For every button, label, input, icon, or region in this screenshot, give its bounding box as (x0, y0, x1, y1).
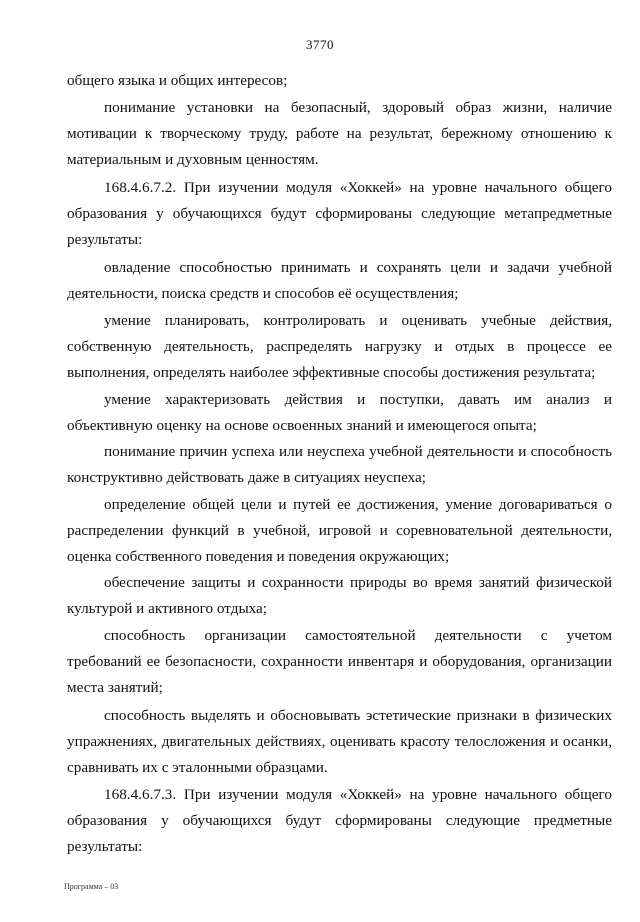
footer-label: Программа – 03 (64, 882, 119, 891)
page-number: 3770 (306, 37, 334, 52)
paragraph-7: понимание причин успеха или неуспеха учебной деятельности и способность конструктивно действовать даже в ситуациях неуспеха; (67, 443, 612, 486)
paragraph-8: определение общей цели и путей ее достижения, умение договариваться о распределении функций в учебной, игровой и соревновательной деятельности, оценка собственного поведения и поведения окружающих; (67, 496, 612, 565)
paragraph-4: овладение способностью принимать и сохранять цели и задачи учебной деятельности, поиска средств и способов её осуществления; (67, 259, 612, 302)
paragraph-11: способность выделять и обосновывать эстетические признаки в физических упражнениях, двигательных действиях, оценивать красоту телосложения и осанки, сравнивать их с эталонными образцами. (67, 707, 612, 776)
paragraph-5: умение планировать, контролировать и оценивать учебные действия, собственную деятельность, распределять нагрузку и отдых в процессе ее выполнения, определять наиболее эффективные способы достижения результата; (67, 312, 612, 381)
paragraph-10: способность организации самостоятельной деятельности с учетом требований ее безопасности, сохранности инвентаря и оборудования, организации места занятий; (67, 627, 612, 696)
paragraph-2: понимание установки на безопасный, здоровый образ жизни, наличие мотивации к творческому труду, работе на результат, бережному отношению к материальным и духовным ценностям. (67, 99, 612, 168)
paragraph-9: обеспечение защиты и сохранности природы во время занятий физической культурой и активного отдыха; (67, 574, 612, 617)
paragraph-6: умение характеризовать действия и поступки, давать им анализ и объективную оценку на основе освоенных знаний и имеющегося опыта; (67, 391, 612, 434)
paragraph-12: 168.4.6.7.3. При изучении модуля «Хоккей» на уровне начального общего образования у обучающихся будут сформированы следующие предметные результаты: (67, 786, 612, 855)
paragraph-1: общего языка и общих интересов; (67, 72, 288, 89)
paragraph-3: 168.4.6.7.2. При изучении модуля «Хоккей» на уровне начального общего образования у обучающихся будут сформированы следующие метапредметные результаты: (67, 179, 612, 248)
